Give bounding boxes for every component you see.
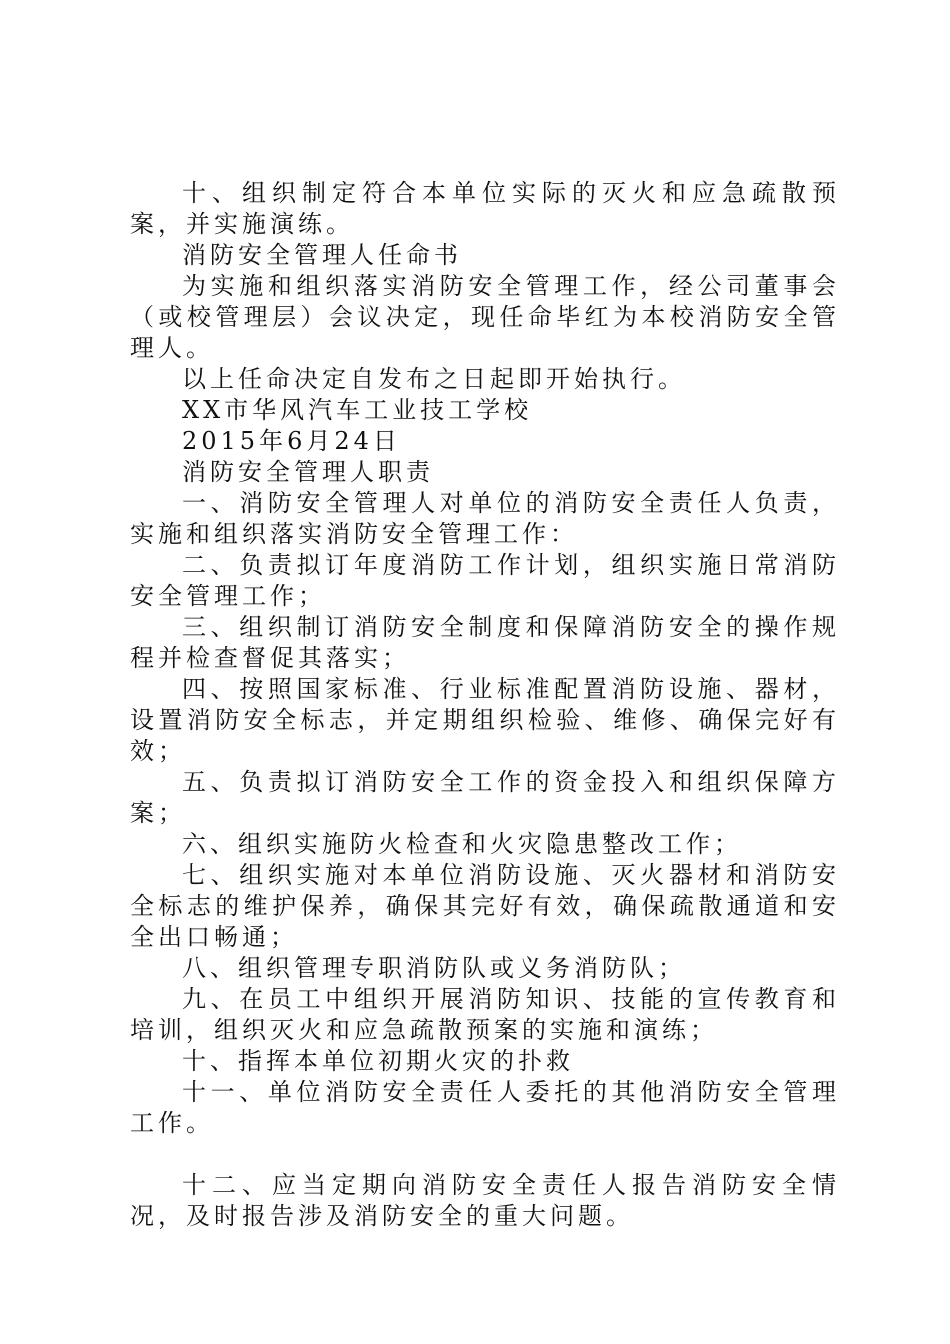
- paragraph-effective: 以上任命决定自发布之日起即开始执行。: [182, 365, 686, 393]
- paragraph-fire-plan: 十、组织制定符合本单位实际的灭火和应急疏散预案，并实施演练。: [130, 179, 840, 238]
- duty-item-4: 四、按照国家标准、行业标准配置消防设施、器材，设置消防安全标志，并定期组织检验、维修、确保完好有效；: [130, 675, 840, 765]
- document-body: [130, 178, 840, 1232]
- duty-item-7: 七、组织实施对本单位消防设施、灭火器材和消防安全标志的维护保养，确保其完好有效，确保疏散通道和安全出口畅通；: [130, 861, 840, 951]
- duty-item-11: 十一、单位消防安全责任人委托的其他消防安全管理工作。: [130, 1078, 840, 1137]
- school-name: XX市华风汽车工业技工学校: [182, 396, 533, 424]
- duty-item-10: 十、指挥本单位初期火灾的扑救: [182, 1047, 574, 1075]
- duty-item-6: 六、组织实施防火检查和火灾隐患整改工作；: [182, 830, 742, 858]
- duty-item-3: 三、组织制订消防安全制度和保障消防安全的操作规程并检查督促其落实；: [130, 613, 840, 672]
- duty-item-12: 十二、应当定期向消防安全责任人报告消防安全情况，及时报告涉及消防安全的重大问题。: [130, 1171, 840, 1230]
- paragraph-appointment: 为实施和组织落实消防安全管理工作，经公司董事会（或校管理层）会议决定，现任命毕红为本校消防安全管理人。: [130, 272, 840, 362]
- heading-duties: 消防安全管理人职责: [182, 458, 434, 486]
- heading-appointment: 消防安全管理人任命书: [182, 241, 462, 269]
- duty-item-5: 五、负责拟订消防安全工作的资金投入和组织保障方案；: [130, 768, 840, 827]
- duty-item-9: 九、在员工中组织开展消防知识、技能的宣传教育和培训，组织灭火和应急疏散预案的实施和演练；: [130, 985, 840, 1044]
- duty-item-2: 二、负责拟订年度消防工作计划，组织实施日常消防安全管理工作；: [130, 551, 840, 610]
- duty-item-8: 八、组织管理专职消防队或义务消防队；: [182, 954, 686, 982]
- document-date: 2015年6月24日: [182, 427, 401, 455]
- duty-item-1: 一、消防安全管理人对单位的消防安全责任人负责，实施和组织落实消防安全管理工作：: [130, 489, 840, 548]
